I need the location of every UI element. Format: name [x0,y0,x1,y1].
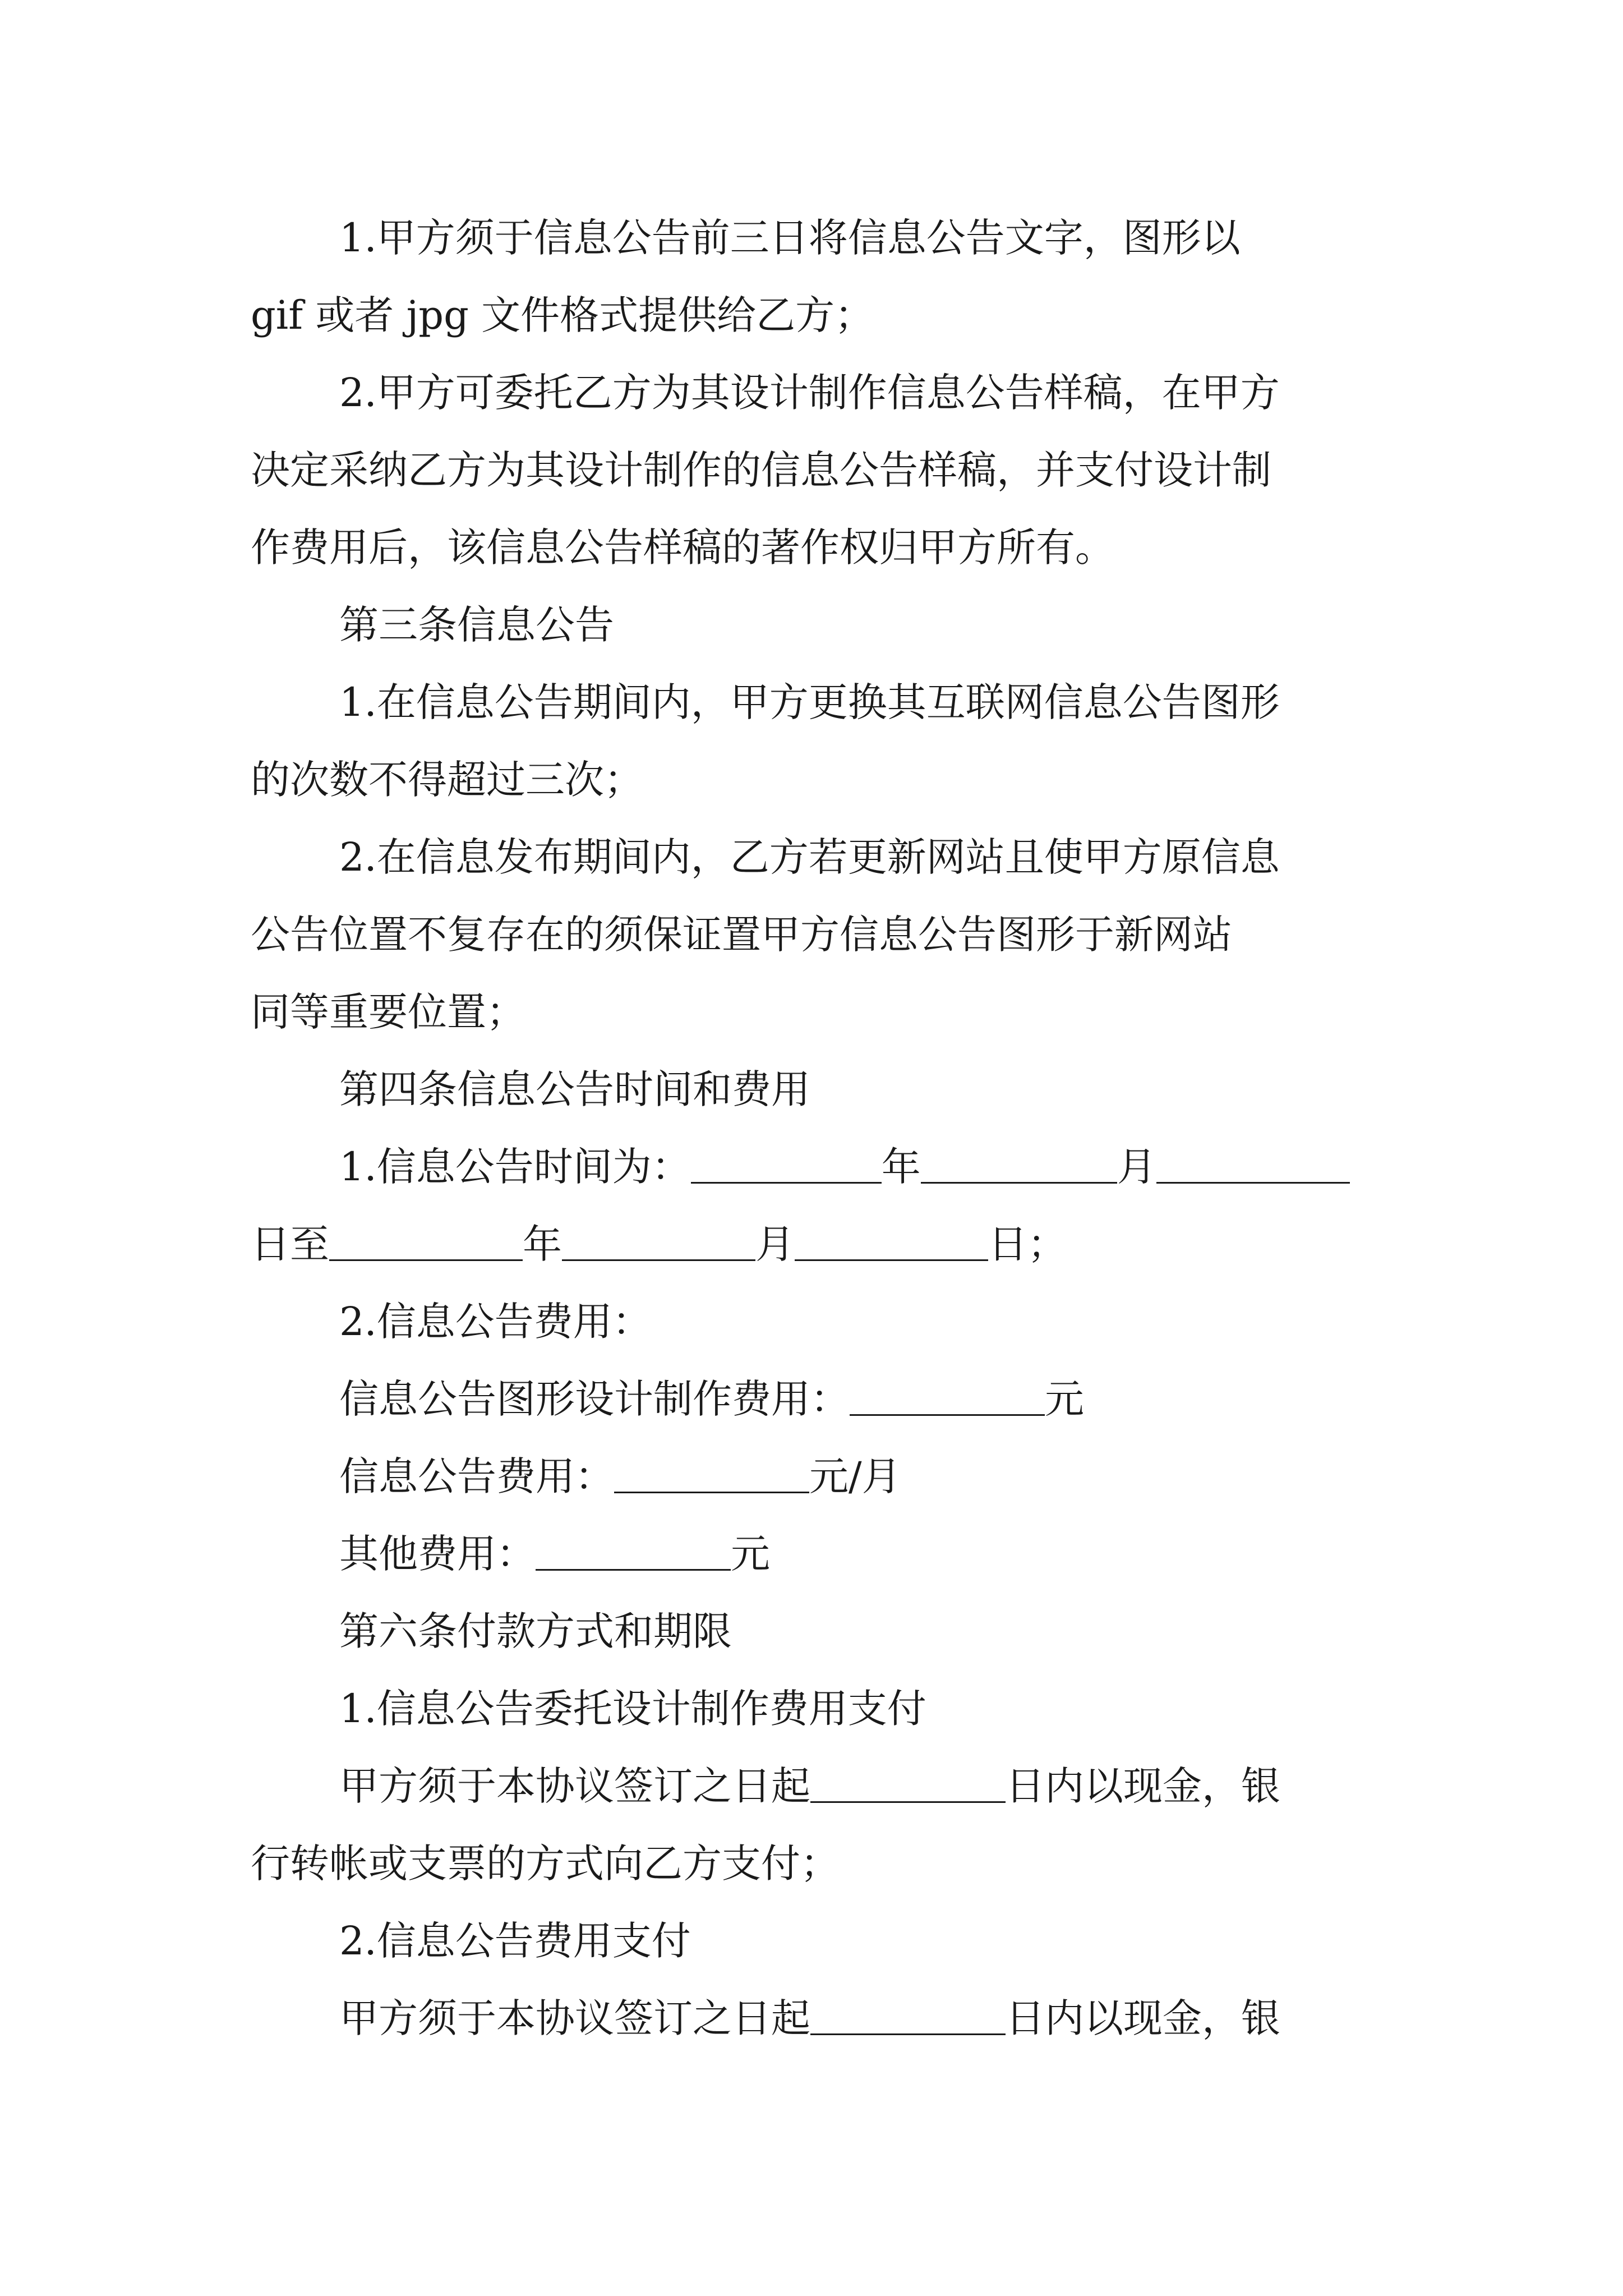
article-heading: 第三条信息公告 [339,602,614,648]
pay2-line [251,1980,1386,2057]
paragraph-line: 作费用后，该信息公告样稿的著作权归甲方所有。 [251,524,1114,570]
paragraph-line: 行转帐或支票的方式向乙方支付； [251,1841,840,1887]
blank-end-day[interactable] [795,1227,988,1261]
fee-monthly-line [251,1438,1386,1515]
time-line-1 [251,1128,1386,1205]
time-prefix: 1.信息公告时间为： [339,1144,691,1190]
paragraph-line: 2.甲方可委托乙方为其设计制作信息公告样稿，在甲方 [339,370,1280,416]
month-label: 月 [755,1221,795,1267]
blank-fee-monthly[interactable] [614,1459,809,1493]
pay2-title: 2.信息公告费用支付 [339,1918,691,1964]
article-heading: 第四条信息公告时间和费用 [339,1066,810,1112]
pay1-line [251,1747,1386,1825]
pay1-prefix: 甲方须于本协议签订之日起 [339,1763,810,1809]
paragraph-line: 公告位置不复存在的须保证置甲方信息公告图形于新网站 [251,912,1232,958]
fee-monthly-label: 信息公告费用： [339,1453,614,1499]
year-label: 年 [523,1221,562,1267]
fee-design-unit: 元 [1045,1376,1084,1422]
pay2-prefix: 甲方须于本协议签订之日起 [339,1995,810,2041]
blank-start-day[interactable] [1156,1149,1350,1184]
pay2-suffix: 日内以现金，银 [1006,1995,1280,2041]
day-to-label: 日至 [251,1221,329,1267]
paragraph-line: 2.在信息发布期间内，乙方若更新网站且使甲方原信息 [339,834,1280,880]
month-label: 月 [1117,1144,1156,1190]
fee-title: 2.信息公告费用： [339,1299,652,1345]
blank-start-month[interactable] [921,1149,1117,1184]
article-heading: 第六条付款方式和期限 [339,1608,732,1654]
day-end-label: 日； [988,1221,1067,1267]
paragraph-line: gif 或者 jpg 文件格式提供给乙方； [251,292,874,338]
blank-end-year[interactable] [329,1227,523,1261]
paragraph-line: 同等重要位置； [251,989,525,1035]
fee-other-unit: 元 [731,1531,770,1577]
blank-fee-other[interactable] [536,1536,731,1571]
blank-end-month[interactable] [562,1227,755,1261]
document-page [251,199,1386,2057]
paragraph-line: 1.甲方须于信息公告前三日将信息公告文字，图形以 [339,215,1241,261]
paragraph-line: 1.在信息公告期间内，甲方更换其互联网信息公告图形 [339,679,1280,725]
time-line-2 [251,1205,1386,1283]
pay1-title: 1.信息公告委托设计制作费用支付 [339,1686,926,1732]
fee-design-line [251,1360,1386,1438]
year-label: 年 [881,1144,921,1190]
fee-other-label: 其他费用： [339,1531,536,1577]
blank-pay1-days[interactable] [810,1769,1006,1803]
paragraph-line: 的次数不得超过三次； [251,757,643,803]
fee-other-line [251,1515,1386,1593]
fee-design-label: 信息公告图形设计制作费用： [339,1376,850,1422]
blank-fee-design[interactable] [850,1382,1045,1416]
fee-monthly-unit: 元/月 [809,1453,901,1499]
blank-start-year[interactable] [691,1149,882,1184]
pay1-suffix: 日内以现金，银 [1006,1763,1280,1809]
paragraph-line: 决定采纳乙方为其设计制作的信息公告样稿，并支付设计制 [251,447,1271,493]
blank-pay2-days[interactable] [810,2001,1006,2035]
